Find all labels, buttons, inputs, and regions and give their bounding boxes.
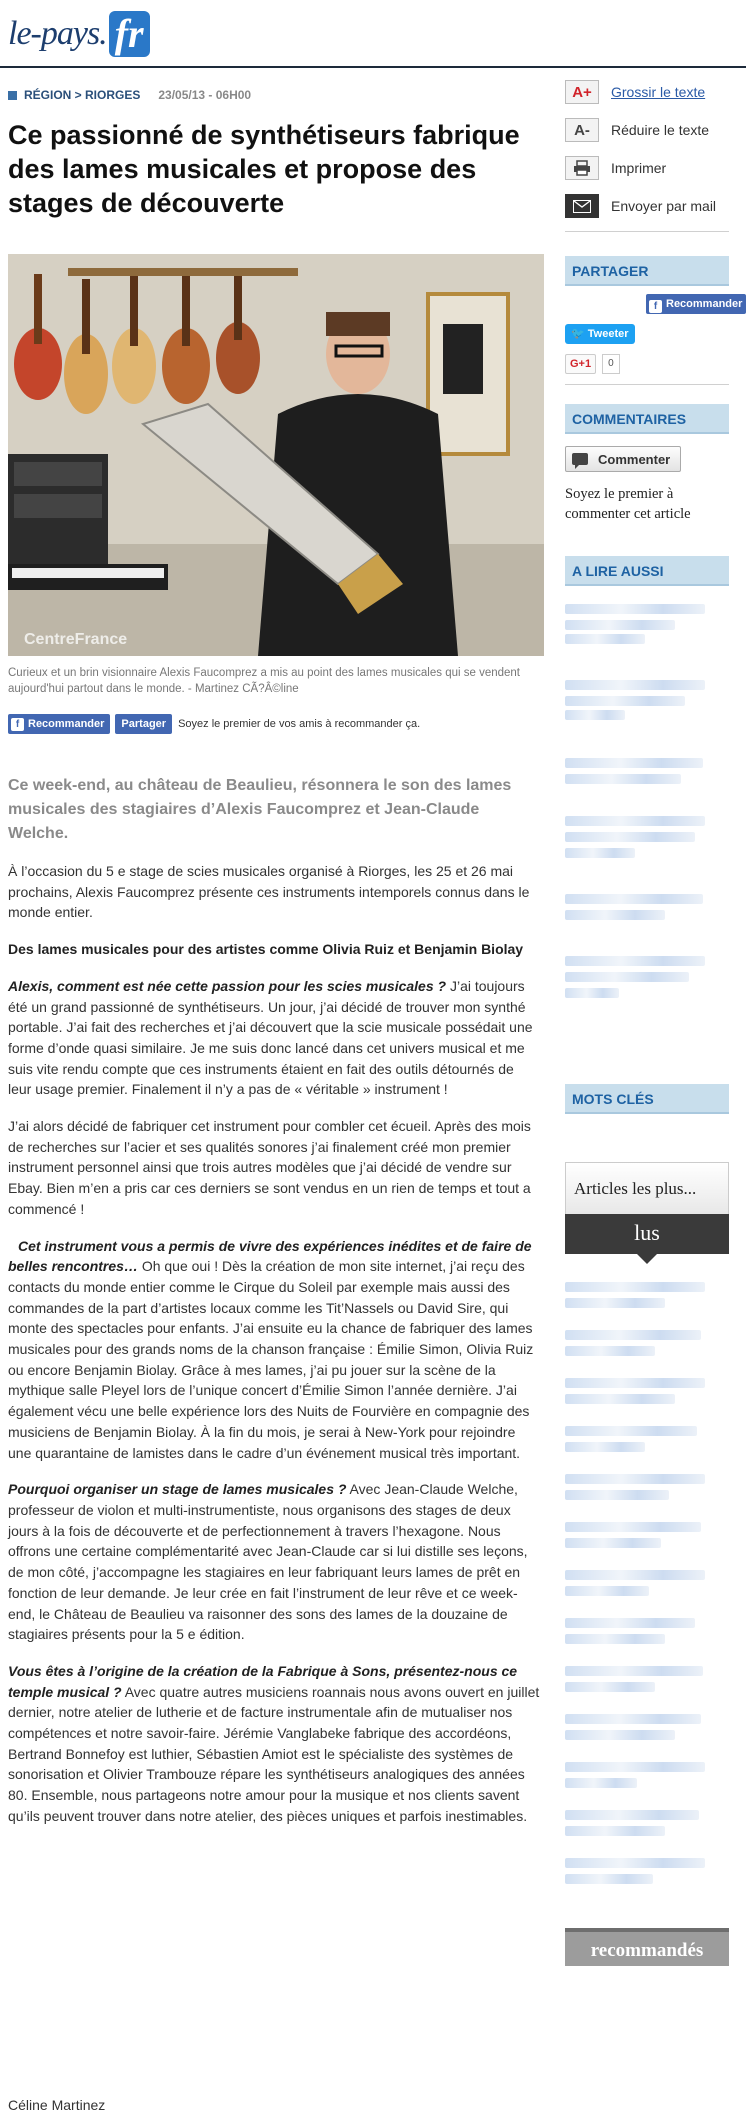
most-articles-widget (565, 1162, 729, 1254)
related-link-placeholder[interactable] (565, 758, 703, 768)
facebook-icon: f (11, 718, 24, 731)
facebook-recommend-button[interactable] (8, 714, 110, 734)
article-body (8, 861, 540, 1843)
keywords-section-header: MOTS CLÉS (565, 1084, 729, 1114)
most-read-item-placeholder[interactable] (565, 1538, 661, 1548)
most-read-item-placeholder[interactable] (565, 1570, 705, 1580)
most-read-item-placeholder[interactable] (565, 1826, 665, 1836)
most-read-item-placeholder[interactable] (565, 1810, 699, 1820)
site-header (0, 0, 746, 68)
increase-text-link[interactable]: Grossir le texte (611, 84, 706, 100)
most-read-item-placeholder[interactable] (565, 1346, 655, 1356)
google-plus-widget (565, 354, 620, 374)
comments-section-header: COMMENTAIRES (565, 404, 729, 434)
breadcrumb (8, 88, 251, 102)
most-read-item-placeholder[interactable] (565, 1762, 705, 1772)
related-link-placeholder[interactable] (565, 680, 705, 690)
increase-text-tool[interactable] (565, 80, 705, 104)
interview-question: Vous êtes à l’origine de la création de la Fabrique à Sons, présentez-nous ce temple musical ? (8, 1662, 518, 1700)
most-read-item-placeholder[interactable] (565, 1586, 649, 1596)
most-read-item-placeholder[interactable] (565, 1682, 655, 1692)
related-link-placeholder[interactable] (565, 710, 625, 720)
qa-paragraph (8, 1479, 540, 1645)
article-subheading: Des lames musicales pour des artistes comme Olivia Ruiz et Benjamin Biolay (8, 941, 524, 958)
facebook-share-button[interactable]: Partager (115, 714, 172, 734)
interview-question: Cet instrument vous a permis de vivre des expériences inédites et de faire de belles rencontres… (8, 1237, 532, 1275)
photo-caption: Curieux et un brin visionnaire Alexis Faucomprez a mis au point des lames musicales qui se vendent aujourd'hui partout dans le monde. - Martinez CÃ?Â©line (8, 667, 521, 695)
logo-main: le-pays. (8, 15, 107, 52)
related-link-placeholder[interactable] (565, 604, 705, 614)
square-bullet-icon (8, 91, 17, 100)
text-decrease-icon: A- (565, 118, 599, 142)
most-read-tab[interactable]: lus (565, 1214, 729, 1254)
related-link-placeholder[interactable] (565, 620, 675, 630)
decrease-text-label[interactable]: Réduire le texte (611, 122, 710, 138)
related-link-placeholder[interactable] (565, 774, 681, 784)
related-link-placeholder[interactable] (565, 956, 705, 966)
most-read-item-placeholder[interactable] (565, 1426, 697, 1436)
most-read-item-placeholder[interactable] (565, 1378, 705, 1388)
article-lead: Ce week-end, au château de Beaulieu, résonnera le son des lames musicales des stagiaires d’Alexis Faucomprez et Jean-Claude Welche. (8, 777, 512, 842)
most-read-item-placeholder[interactable] (565, 1714, 701, 1724)
twitter-bird-icon: 🐦 (571, 328, 588, 340)
facebook-social-text: Soyez le premier de vos amis à recommander ça. (178, 718, 421, 730)
read-also-section-header: A LIRE AUSSI (565, 556, 729, 586)
envelope-icon (565, 194, 599, 218)
most-read-item-placeholder[interactable] (565, 1442, 645, 1452)
most-read-item-placeholder[interactable] (565, 1490, 669, 1500)
sidebar-facebook-recommend-button[interactable] (646, 294, 746, 314)
related-link-placeholder[interactable] (565, 816, 705, 826)
interview-question: Alexis, comment est née cette passion pour les scies musicales ? (8, 977, 447, 994)
printer-icon (565, 156, 599, 180)
most-read-item-placeholder[interactable] (565, 1634, 665, 1644)
qa-paragraph (8, 1661, 540, 1827)
tweet-label: Tweeter (587, 328, 629, 340)
divider (565, 231, 729, 232)
related-link-placeholder[interactable] (565, 696, 685, 706)
qa-paragraph (8, 1236, 540, 1464)
text-increase-icon: A+ (565, 80, 599, 104)
most-read-item-placeholder[interactable] (565, 1522, 701, 1532)
qa-paragraph (8, 976, 540, 1100)
most-read-item-placeholder[interactable] (565, 1618, 695, 1628)
related-link-placeholder[interactable] (565, 832, 695, 842)
article-title: Ce passionné de synthétiseurs fabrique des lames musicales et propose des stages de découverte (8, 120, 520, 218)
interview-answer: Avec Jean-Claude Welche, professeur de violon et multi-instrumentiste, nous organisons des stages de deux jours à la fois de découverte et de perfectionnement à travers l’hexagone. Nous offrons une certaine complémentarité avec Jean-Claude car si lui distille ses leçons, de mon côté, j’accompagne les stagiaires en leur fabriquant leurs lames de prêt en fonction de leur demande. Je leur crée en fait l’instrument de leur rêve et ce week-end, le Château de Beaulieu va raisonner des sons des lames de la douzaine de stagiaires présents pour la 5 e édition. (8, 1481, 528, 1643)
related-link-placeholder[interactable] (565, 910, 665, 920)
most-read-item-placeholder[interactable] (565, 1474, 705, 1484)
site-logo[interactable] (8, 8, 150, 60)
logo-tld: fr (109, 11, 150, 57)
speech-bubble-icon (572, 453, 588, 465)
email-label[interactable]: Envoyer par mail (611, 198, 717, 214)
divider (565, 384, 729, 385)
most-read-item-placeholder[interactable] (565, 1874, 653, 1884)
most-read-item-placeholder[interactable] (565, 1282, 705, 1292)
breadcrumb-link[interactable]: RÉGION > RIORGES (24, 88, 141, 102)
print-tool[interactable] (565, 156, 666, 180)
paragraph: J’ai alors décidé de fabriquer cet instrument pour combler cet écueil. Après des mois de recherches sur l’acier et ses qualités sonores j’ai finalement créé mon premier instrument personnel ainsi que trois autres modèles que j’ai décidé de vendre sur Ebay. Bien m’en a pris car ces derniers se sont vendus en un rien de temps et tout a commencé ! (8, 1118, 531, 1217)
facebook-icon: f (649, 300, 662, 313)
interview-answer: Oh que oui ! Dès la création de mon site internet, j’ai reçu des contacts du monde entier comme le Cirque du Soleil par exemple mais aussi des commandes de la part d’artistes locaux comme les Tit’Nassels ou David Sire, qui monte des spectacles pour enfants. J’ai ensuite eu la chance de fabriquer des lames musicales pour des grands noms de la chanson française : Émilie Simon, Olivia Ruiz ou encore Benjamin Biolay. Grâce à mes lames, j’ai pu jouer sur la scène de la mythique salle Pleyel lors de l’unique concert d’Émilie Simon l’année dernière. J’ai également vécu une belle expérience lors des Nuits de Fourvière en compagnie des musiciens de Benjamin Biolay. À la fin du mois, je serai à New-York pour rejoindre une quarantaine de lamistes dans le cadre d’un événement musical très important. (8, 1258, 534, 1461)
photo-illustration (8, 254, 544, 656)
comment-button[interactable] (565, 446, 681, 472)
most-recommended-tab[interactable]: recommandés (565, 1928, 729, 1966)
related-link-placeholder[interactable] (565, 972, 689, 982)
facebook-recommend-label: Recommander (28, 718, 105, 730)
most-read-item-placeholder[interactable] (565, 1858, 705, 1868)
related-link-placeholder[interactable] (565, 848, 635, 858)
comment-prompt: Soyez le premier à commenter cet article (565, 486, 691, 522)
email-tool[interactable] (565, 194, 716, 218)
interview-question: Pourquoi organiser un stage de lames musicales ? (8, 1481, 347, 1498)
most-read-item-placeholder[interactable] (565, 1730, 675, 1740)
interview-answer: J’ai toujours été un grand passionné de synthétiseurs. Un jour, j’ai décidé de trouver mon synthé portable. J’ai fait des recherches et j’ai découvert que la scie musicale possédait une forme d’onde quasi similaire. Je me suis donc lancé dans cet univers musical et me suis vite rendu compte que ces instruments étaient en fait des outils détournés de leur usage premier. Finalement il n’y a pas de « véritable » instrument ! (8, 977, 533, 1098)
most-read-item-placeholder[interactable] (565, 1778, 637, 1788)
tweet-button[interactable] (565, 324, 635, 344)
related-link-placeholder[interactable] (565, 894, 703, 904)
article-date: 23/05/13 - 06H00 (158, 88, 252, 102)
paragraph: À l’occasion du 5 e stage de scies musicales organisé à Riorges, les 25 et 26 mai prochains, Alexis Faucomprez présente ces instruments intemporels connus dans le monde entier. (8, 863, 530, 921)
share-section-header: PARTAGER (565, 256, 729, 286)
most-read-item-placeholder[interactable] (565, 1666, 703, 1676)
print-label[interactable]: Imprimer (611, 160, 667, 176)
related-link-placeholder[interactable] (565, 634, 645, 644)
most-read-item-placeholder[interactable] (565, 1298, 665, 1308)
photo-watermark: CentreFrance (24, 631, 128, 648)
article-photo (8, 254, 544, 656)
google-plus-button[interactable]: G+1 (565, 354, 596, 374)
most-read-item-placeholder[interactable] (565, 1330, 701, 1340)
interview-answer: Avec quatre autres musiciens roannais nous avons ouvert en juillet dernier, notre atelier de lutherie et de facture instrumentale afin de mutualiser nos compétences et notre savoir-faire. Jérémie Vanglabeke fabrique des accordéons, Bertrand Bonnefoy est luthier, Sébastien Amiot est le spécialiste des systèmes de sonorisation et Olivier Trambouze répare les synthétiseurs analogiques des années 80. Ensemble, nous partageons notre amour pour la musique et nos clients savent qu’ils peuvent trouver dans notre atelier, des pièces uniques et parfois inestimables. (8, 1683, 540, 1824)
comment-button-label: Commenter (598, 451, 671, 467)
related-link-placeholder[interactable] (565, 988, 619, 998)
most-read-item-placeholder[interactable] (565, 1394, 675, 1404)
most-articles-title: Articles les plus... (565, 1162, 729, 1214)
article-social-bar (8, 714, 420, 734)
google-plus-count: 0 (602, 354, 620, 374)
sidebar-facebook-recommend-label: Recommander (666, 298, 743, 310)
article-author: Céline Martinez (8, 2097, 106, 2113)
decrease-text-tool[interactable] (565, 118, 709, 142)
